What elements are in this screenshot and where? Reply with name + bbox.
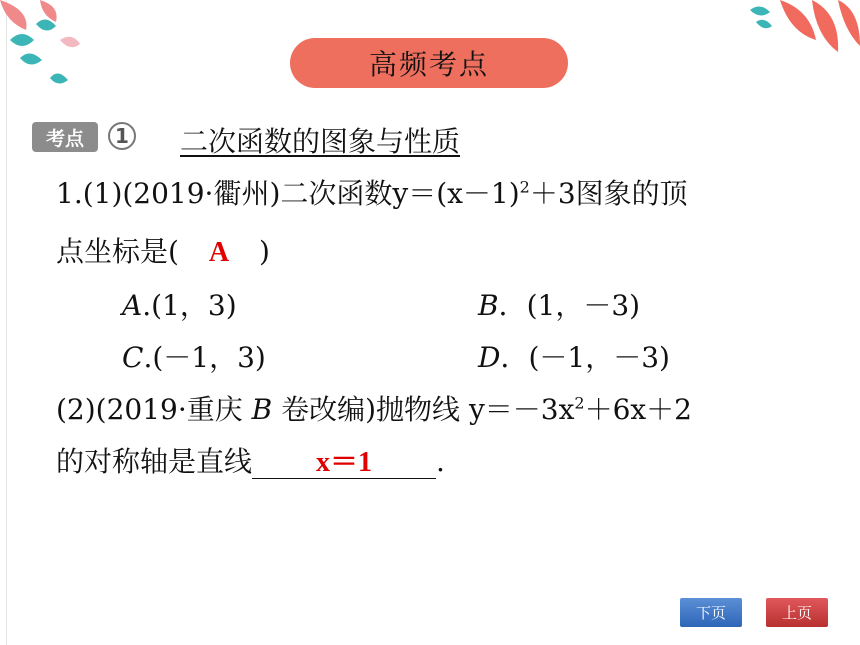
section-header — [290, 38, 568, 88]
q2-period: . — [436, 445, 445, 478]
option-c-letter: C — [122, 341, 144, 374]
option-d — [478, 336, 670, 376]
option-b-text: ．(1，－3) — [498, 289, 641, 322]
option-a — [122, 284, 237, 324]
option-a-text: .(1，3) — [142, 289, 237, 322]
q1-text-suffix: ＋3图象的顶 — [529, 177, 688, 210]
leaf-decoration-top-left — [0, 0, 120, 90]
q2-text-mid: 卷改编)抛物线 y＝－3x — [272, 393, 575, 426]
q1-close-paren: ) — [258, 235, 270, 268]
option-b — [478, 284, 640, 324]
q2-line-2 — [56, 440, 445, 480]
option-b-letter: B — [478, 289, 499, 322]
q1-line-1 — [56, 172, 688, 212]
topic-tag: 考点 — [32, 122, 98, 152]
q1-stem-end: 点坐标是( — [56, 235, 179, 268]
leaf-decoration-top-right — [720, 0, 860, 80]
topic-title: 二次函数的图象与性质 — [180, 125, 461, 158]
option-d-text: ．(－1，－3) — [500, 341, 670, 374]
q2-text-prefix: (2)(2019·重庆 — [56, 393, 252, 426]
left-border — [6, 0, 7, 645]
q2-text-suffix: ＋6x＋2 — [584, 393, 692, 426]
q2-line-1 — [56, 388, 692, 428]
q1-line-2 — [56, 230, 270, 270]
option-a-letter: A — [122, 289, 143, 322]
q2-stem: 的对称轴是直线 — [56, 445, 253, 478]
q2-variant: B — [251, 393, 273, 426]
q2-answer-blank: x＝1 — [252, 448, 436, 479]
q1-answer: A — [208, 237, 230, 268]
option-c — [122, 336, 266, 376]
topic-number-badge: 1 — [108, 122, 136, 150]
q2-exponent: 2 — [574, 393, 585, 413]
next-page-button[interactable]: 下页 — [680, 598, 742, 627]
section-header-title: 高频考点 — [368, 48, 489, 81]
previous-page-button[interactable]: 上页 — [766, 598, 828, 627]
q1-exponent: 2 — [519, 177, 530, 197]
option-c-text: .(－1，3) — [143, 341, 266, 374]
q1-text: 1.(1)(2019·衢州)二次函数y＝(x－1) — [56, 177, 520, 210]
option-d-letter: D — [478, 341, 501, 374]
